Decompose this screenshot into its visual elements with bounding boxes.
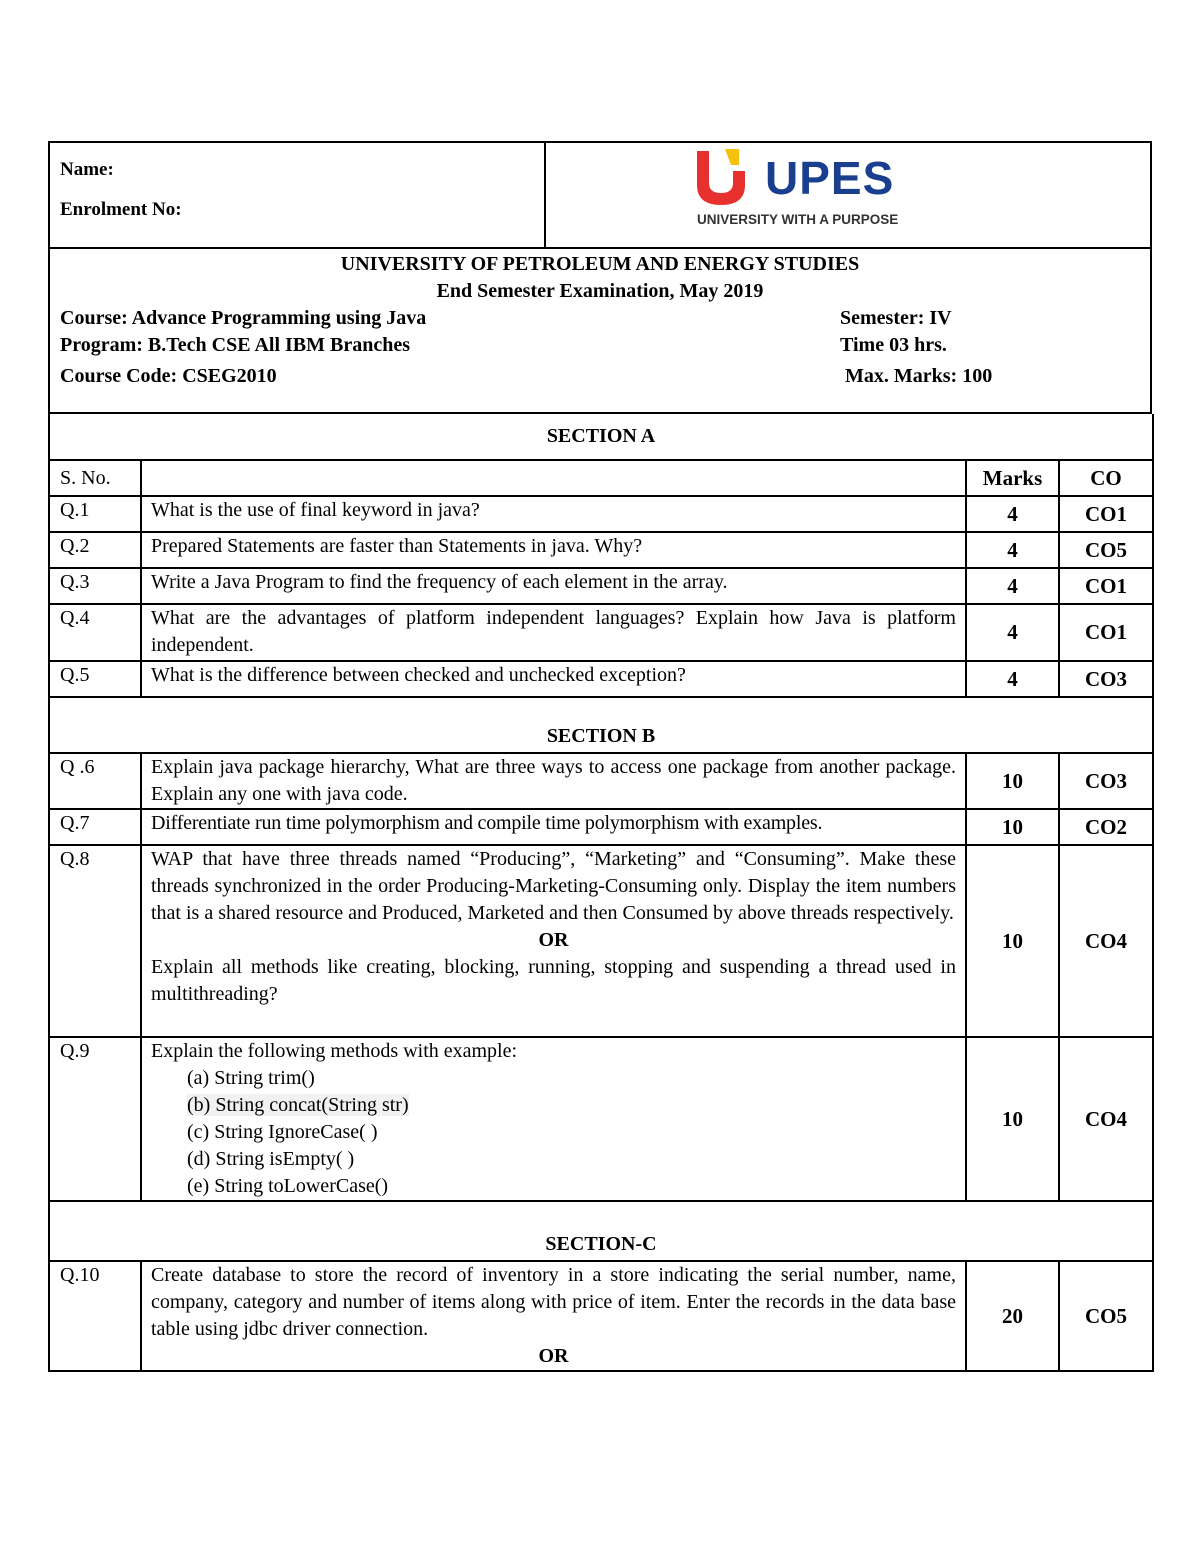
question-marks: 4 [966, 568, 1059, 604]
program: Program: B.Tech CSE All IBM Branches [60, 334, 411, 356]
question-co: CO4 [1059, 845, 1153, 1037]
method-item [151, 1092, 956, 1119]
course-code: Course Code: CSEG2010 [60, 365, 277, 387]
question-text: Create database to store the record of inventory in a store indicating the serial number, name, company, category and number of items along with price of item. Enter the records in the data base table using jdbc driver connection. [151, 1264, 956, 1340]
question-text: Write a Java Program to find the frequency of each element in the array. [141, 568, 966, 604]
question-co: CO2 [1059, 809, 1153, 845]
question-number: Q.1 [49, 496, 141, 532]
question-marks: 10 [966, 809, 1059, 845]
name-label: Name: [60, 159, 114, 180]
exam-info-box [48, 249, 1152, 414]
table-row [49, 568, 1153, 604]
method-item: (c) String IgnoreCase( ) [187, 1121, 378, 1143]
question-co: CO1 [1059, 568, 1153, 604]
course-name: Course: Advance Programming using Java [60, 307, 427, 329]
table-row [49, 1261, 1153, 1371]
question-text: What is the use of final keyword in java? [141, 496, 966, 532]
exam-paper [48, 141, 1152, 1372]
table-row [49, 496, 1153, 532]
table-row [49, 532, 1153, 568]
upes-logo [695, 145, 915, 240]
or-separator: OR [538, 929, 569, 951]
question-marks: 20 [966, 1261, 1059, 1371]
section-b-title: SECTION B [49, 697, 1153, 753]
question-marks: 10 [966, 845, 1059, 1037]
semester: Semester: IV [840, 307, 952, 329]
upes-logo-mark-icon [695, 145, 747, 207]
question-number: Q.5 [49, 661, 141, 697]
question-marks: 10 [966, 753, 1059, 809]
section-a-title: SECTION A [49, 414, 1153, 460]
section-a-heading-row [49, 414, 1153, 460]
col-question [141, 460, 966, 496]
logo-wordmark: UPES [765, 152, 895, 204]
col-marks: Marks [966, 460, 1059, 496]
header-box [48, 141, 1152, 249]
question-number: Q.10 [49, 1261, 141, 1371]
question-number: Q.9 [49, 1037, 141, 1201]
table-row [49, 604, 1153, 661]
table-row [49, 753, 1153, 809]
table-row [49, 809, 1153, 845]
table-row [49, 661, 1153, 697]
method-item: (a) String trim() [187, 1067, 315, 1089]
question-text: Prepared Statements are faster than Statements in java. Why? [141, 532, 966, 568]
question-text: WAP that have three threads named “Producing”, “Marketing” and “Consuming”. Make these threads synchronized in the order Producing-Marketing-Consuming only. Display the item numbers that is a shared resource and Produced, Marketed and then Consumed by above threads respectively. [151, 848, 956, 924]
question-co: CO5 [1059, 532, 1153, 568]
method-item: (d) String isEmpty( ) [187, 1148, 355, 1170]
questions-table [48, 414, 1154, 1372]
question-marks: 4 [966, 661, 1059, 697]
question-co: CO1 [1059, 604, 1153, 661]
col-co: CO [1059, 460, 1153, 496]
question-alternative-text: Explain all methods like creating, blocking, running, stopping and suspending a thread used in multithreading? [151, 956, 956, 1005]
question-text: What is the difference between checked and unchecked exception? [141, 661, 966, 697]
question-cell [141, 1261, 966, 1371]
question-marks: 10 [966, 1037, 1059, 1201]
section-c-heading-row [49, 1201, 1153, 1261]
question-number: Q.7 [49, 809, 141, 845]
question-number: Q.8 [49, 845, 141, 1037]
question-co: CO4 [1059, 1037, 1153, 1201]
max-marks: Max. Marks: 100 [845, 365, 993, 387]
question-marks: 4 [966, 496, 1059, 532]
exam-duration: Time 03 hrs. [840, 334, 947, 356]
question-cell [141, 845, 966, 1037]
section-c-title: SECTION-C [49, 1201, 1153, 1261]
question-text: Explain the following methods with example: [151, 1040, 518, 1062]
method-item: (e) String toLowerCase() [187, 1175, 389, 1197]
question-co: CO1 [1059, 496, 1153, 532]
question-number: Q .6 [49, 753, 141, 809]
method-item-text: (b) String concat(String str) [187, 1094, 409, 1116]
col-sno: S. No. [49, 460, 141, 496]
section-b-heading-row [49, 697, 1153, 753]
table-row [49, 1037, 1153, 1201]
question-number: Q.2 [49, 532, 141, 568]
question-text: Differentiate run time polymorphism and compile time polymorphism with examples. [141, 809, 966, 845]
question-co: CO3 [1059, 661, 1153, 697]
question-text: What are the advantages of platform independent languages? Explain how Java is platform independent. [141, 604, 966, 661]
question-cell [141, 1037, 966, 1201]
or-separator: OR [538, 1345, 569, 1367]
question-co: CO5 [1059, 1261, 1153, 1371]
question-marks: 4 [966, 532, 1059, 568]
enrolment-label: Enrolment No: [60, 199, 182, 220]
table-row [49, 845, 1153, 1037]
question-co: CO3 [1059, 753, 1153, 809]
logo-tagline: UNIVERSITY WITH A PURPOSE [697, 212, 899, 227]
student-details-cell [50, 143, 546, 247]
university-name: UNIVERSITY OF PETROLEUM AND ENERGY STUDIES [340, 253, 860, 275]
question-text: Explain java package hierarchy, What are three ways to access one package from another package. Explain any one with java code. [141, 753, 966, 809]
question-number: Q.4 [49, 604, 141, 661]
question-number: Q.3 [49, 568, 141, 604]
exam-title: End Semester Examination, May 2019 [436, 280, 764, 302]
table-header-row [49, 460, 1153, 496]
question-marks: 4 [966, 604, 1059, 661]
